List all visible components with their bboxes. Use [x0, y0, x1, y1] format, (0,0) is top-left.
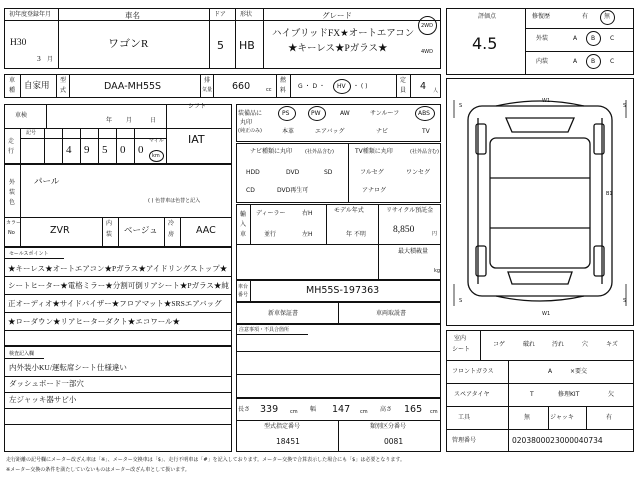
shift-label: シフト: [188, 103, 207, 110]
model-value: ワゴンR: [108, 38, 149, 50]
sales-points-block: [4, 247, 232, 346]
height-value: 165: [404, 404, 423, 415]
color-label: 外: [9, 179, 16, 186]
navi-item: DVD再生可: [277, 187, 309, 194]
grade-line2: ★キーレス★Pガラス★: [288, 44, 388, 54]
remarks-title: 検査記入欄: [9, 351, 35, 357]
reg-month-unit: 月: [47, 56, 54, 63]
grade-label: グレード: [322, 11, 352, 20]
navi-item: DVD: [286, 169, 300, 176]
color-label-2: 装: [9, 189, 16, 196]
reg-era: H30: [10, 38, 27, 48]
model-label: 車名: [125, 11, 140, 20]
equip-ps: PS: [282, 110, 290, 117]
equip-airbag: エアバッグ: [315, 128, 345, 135]
type-label-2: 式: [60, 87, 67, 94]
equip-tv: TV: [422, 128, 430, 135]
sales-point-line: ★キーレス★オートエアコン★Pガラス★アイドリングストップ★: [8, 264, 228, 273]
ac-label: 冷: [168, 220, 175, 227]
tv-item: アナログ: [362, 187, 387, 194]
seat-item: 汚れ: [552, 341, 565, 348]
disp-label-2: 気量: [202, 87, 213, 93]
seat-item: 穴: [582, 341, 589, 348]
equipment-title-2: 丸印: [240, 119, 253, 126]
color-code-label: カラー: [6, 220, 22, 226]
doors-label: ドア: [214, 11, 226, 18]
inspection-day: 日: [150, 117, 157, 124]
exterior-label: 外装: [536, 35, 549, 42]
mileage-label: 走: [8, 138, 15, 145]
recycle-value: 8,850: [393, 225, 415, 235]
length-unit: cm: [290, 409, 298, 415]
notes-title: 注意事項・不具合箇所: [239, 327, 290, 333]
interior-value: ベージュ: [124, 225, 158, 235]
length-label: 長さ: [238, 406, 251, 413]
mileage-digit-hint: 記号: [26, 130, 37, 136]
exterior-grade-a: A: [573, 35, 578, 42]
import-label: 輸: [240, 211, 247, 218]
diagram-mark-s: S: [459, 103, 463, 109]
diagram-mark-s: S: [623, 103, 627, 109]
width-label: 幅: [310, 406, 317, 413]
class-label-2: 種: [9, 87, 16, 94]
exterior-grade-b: B: [591, 35, 596, 42]
disp-value: 660: [232, 81, 251, 92]
interior-label: 内: [106, 220, 113, 227]
fuel-options: G ・ D ・: [298, 83, 325, 90]
sales-points-title: セールスポイント: [9, 251, 49, 257]
import-left-hand: 左H: [302, 231, 313, 238]
shift-value: IAT: [188, 133, 205, 146]
color-label-3: 色: [9, 199, 16, 206]
navi-note: (社外品含む): [305, 149, 334, 155]
type-value: DAA-MH55S: [104, 81, 162, 92]
recycle-unit: 円: [432, 231, 438, 237]
equip-sunroof: サンルーフ: [370, 110, 400, 117]
chassis-label: 車台: [238, 284, 249, 290]
notes-block: [236, 324, 441, 398]
footer-note-1: 走行距離の記号欄にメーター改ざん車は「※」、メーター交換車は「$」、走行不明車は「#」を記入しております。メーター交換で合算表示した場合にも「$」は必要となります。: [6, 457, 405, 463]
tv-item: フルセグ: [360, 169, 384, 176]
equip-aw: AW: [340, 110, 350, 117]
tv-item: ワンセグ: [406, 169, 431, 176]
import-label-3: 車: [240, 231, 247, 238]
mileage-digit: 0: [120, 144, 126, 156]
model-year-value: 年 不明: [346, 231, 366, 238]
color-code-value: ZVR: [50, 225, 70, 236]
height-label: 高さ: [380, 406, 393, 413]
fuel-selected: HV: [337, 83, 346, 90]
diagram-mark-b1: B1: [606, 191, 613, 197]
mgmt-value: 0203800023000040734: [512, 436, 603, 445]
tools-label: 工具: [458, 414, 471, 421]
doors-value: 5: [217, 39, 224, 52]
class-no-label: 類別区分番号: [370, 423, 407, 430]
equipment-title-3: (純正のみ): [238, 128, 262, 134]
height-unit: cm: [430, 409, 438, 415]
exterior-grade-c: C: [610, 35, 615, 42]
car-diagram: [446, 78, 634, 326]
reg-month: 3: [37, 54, 41, 63]
max-load-label: 最大積載量: [398, 248, 429, 255]
equipment-title: 装備品に: [238, 110, 263, 117]
reg-date-label: 初年度登録年月: [9, 11, 52, 18]
type-no-value: 18451: [276, 437, 300, 446]
interior-grade-b: B: [591, 58, 596, 65]
glass-replace: ×要交: [570, 368, 588, 375]
spare-kit: 修理KIT: [558, 391, 580, 398]
chassis-value: MH55S-197363: [306, 285, 380, 296]
remark-line: ダッシュボード一部穴: [9, 379, 84, 388]
mileage-unit-mile: マイル: [149, 138, 164, 144]
mileage-unit-km: km: [152, 153, 160, 159]
import-parallel: 並行: [264, 231, 277, 238]
seat-label-2: シート: [452, 346, 471, 353]
grade-line1: ハイブリッドFX★オートエアコン: [272, 29, 415, 39]
type-no-label: 型式指定番号: [264, 423, 301, 430]
eval-label: 評価点: [478, 13, 497, 20]
diagram-mark-w1-rear: W1: [542, 311, 551, 317]
inspection-month: 月: [126, 117, 133, 124]
remark-line: 内外装小KU/運転席シート仕様違い: [9, 363, 127, 372]
type-label: 型: [60, 77, 67, 84]
interior-grade-c: C: [610, 58, 615, 65]
spare-label: スペアタイヤ: [454, 391, 490, 398]
fuel-rest: ・ ( ): [353, 83, 368, 90]
interior-grade-a: A: [573, 58, 578, 65]
class-no-value: 0081: [384, 437, 404, 446]
tools-value: 無: [524, 414, 531, 421]
cap-unit: 人: [433, 88, 439, 94]
color-code-label-2: No: [8, 230, 15, 236]
tv-note: (社外品含む): [410, 149, 439, 155]
diagram-mark-s: S: [459, 298, 463, 304]
seat-item: コゲ: [493, 341, 506, 348]
repair-label: 修復歴: [532, 13, 551, 20]
mileage-digit: 9: [84, 144, 90, 156]
width-value: 147: [332, 404, 351, 415]
import-right-hand: 右H: [302, 210, 313, 217]
disp-label: 排: [204, 77, 211, 84]
color-value: パール: [34, 176, 60, 186]
repair-no: 無: [604, 13, 611, 20]
repair-yes: 有: [582, 13, 589, 20]
footer-note-2: ※メーター交換の条件を満たしていないものはメーター改ざん車として扱います。: [6, 467, 190, 473]
jack-label: ジャッキ: [550, 414, 574, 421]
sales-point-line: ★ローダウン★リアヒーターダクト★エコワール★: [8, 317, 181, 326]
jack-value: 有: [606, 414, 613, 421]
color-note: ( ) 色替車は色替と記入: [148, 198, 201, 204]
new-warranty: 新車保証書: [268, 310, 299, 317]
vehicle-manual: 車両取説書: [376, 310, 407, 317]
max-load-unit: kg: [434, 268, 441, 274]
equipment-block: [236, 104, 441, 142]
spare-missing: 欠: [608, 391, 615, 398]
navi-item: HDD: [246, 169, 260, 176]
disp-unit: cc: [266, 87, 272, 93]
eval-value: 4.5: [472, 34, 498, 53]
recycle-label: リサイクル預託金: [386, 207, 434, 214]
fuel-label-2: 料: [280, 87, 287, 94]
spare-t: T: [530, 391, 534, 398]
mileage-label-2: 行: [8, 148, 15, 155]
mileage-digit: 0: [138, 144, 144, 156]
import-label-2: 入: [240, 221, 247, 228]
sales-point-line: 正オーディオ★サイドバイザー★フロアマット★SRSエアバッグ: [8, 299, 222, 308]
tv-title: TV種類に丸印: [355, 148, 393, 155]
class-label: 車: [9, 77, 16, 84]
ac-value: AAC: [196, 225, 216, 236]
mileage-digit: 5: [102, 144, 108, 156]
shape-label: 形状: [240, 11, 253, 18]
equip-abs: ABS: [418, 110, 430, 117]
glass-label: フロントガラス: [452, 368, 494, 375]
width-unit: cm: [360, 409, 368, 415]
interior-label-2: 装: [106, 231, 113, 238]
inspection-year: 年: [106, 117, 113, 124]
ac-label-2: 房: [168, 231, 175, 238]
import-dealer: ディーラー: [256, 210, 286, 217]
use-value: 自家用: [24, 81, 50, 91]
seat-item: キズ: [606, 341, 618, 348]
equip-leather: 本革: [282, 128, 295, 135]
diagram-mark-s: S: [623, 298, 627, 304]
navi-title: ナビ種類に丸印: [250, 148, 293, 155]
glass-a: A: [548, 368, 553, 375]
interior-grade-label: 内装: [536, 58, 549, 65]
seat-label: 室内: [454, 335, 467, 342]
remark-line: 左ジャッキ器サビ小: [9, 395, 77, 404]
chassis-label-2: 番号: [238, 292, 249, 298]
model-year-label: モデル年式: [334, 207, 364, 214]
navi-item: CD: [246, 187, 255, 194]
mileage-digit: 4: [66, 144, 72, 156]
inspection-label: 車検: [15, 112, 28, 119]
cap-value: 4: [420, 81, 427, 92]
cap-label: 定: [400, 77, 407, 84]
length-value: 339: [260, 404, 279, 415]
sales-point-line: シートヒーター★電格ミラー★分割可倒リアシート★Pガラス★純: [8, 281, 229, 290]
diagram-mark-w1-front: W1: [542, 98, 551, 104]
equip-navi: ナビ: [376, 128, 389, 135]
mgmt-label: 管理番号: [452, 437, 477, 444]
seat-item: 破れ: [523, 341, 536, 348]
shape-value: HB: [239, 39, 255, 52]
fuel-label: 燃: [280, 77, 287, 84]
drive-4wd: 4WD: [421, 49, 433, 55]
equip-pw: PW: [311, 110, 321, 117]
navi-item: SD: [324, 169, 333, 176]
drive-2wd: 2WD: [421, 23, 433, 29]
cap-label-2: 員: [400, 87, 407, 94]
